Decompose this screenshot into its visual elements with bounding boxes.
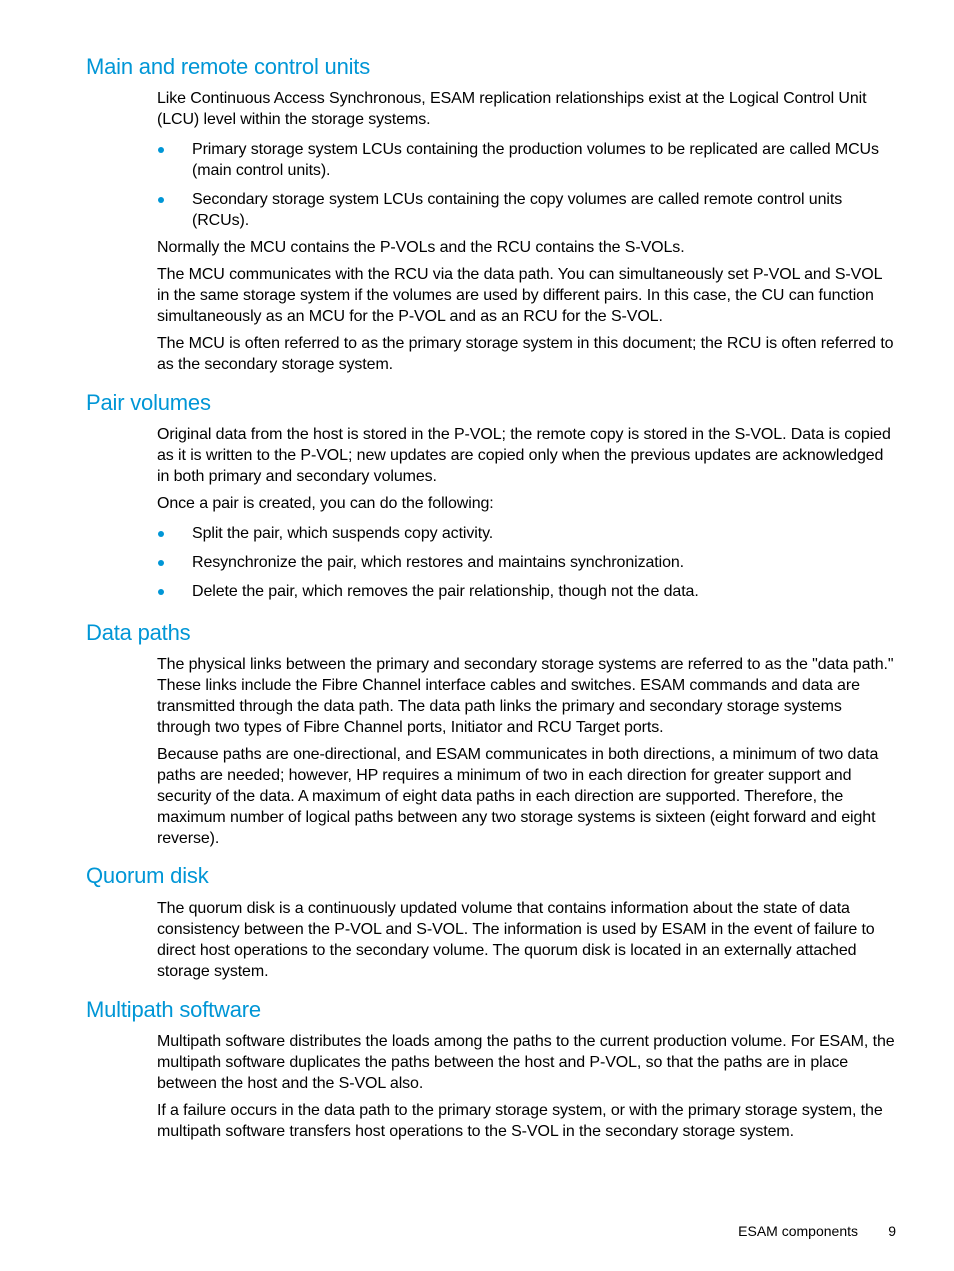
- list-item: [157, 523, 897, 544]
- list-item: [157, 139, 897, 181]
- section-body: [157, 654, 897, 855]
- section-heading: Data paths: [86, 620, 191, 645]
- paragraph: Because paths are one-directional, and ESAM communicates in both directions, a minimum of two data paths are needed; however, HP requires a minimum of two in each direction for greater support and security of the data. A maximum of eight data paths in each direction are supported. Therefore, the maximum number of logical paths between any two storage systems is sixteen (eight forward and eight reverse).: [157, 746, 879, 847]
- paragraph: Normally the MCU contains the P-VOLs and the RCU contains the S-VOLs.: [157, 239, 685, 256]
- section-body: [157, 88, 897, 381]
- bullet-list: [157, 139, 897, 231]
- paragraph: Like Continuous Access Synchronous, ESAM replication relationships exist at the Logical Control Unit (LCU) level within the storage systems.: [157, 90, 867, 128]
- page-number: 9: [888, 1223, 896, 1239]
- section-heading: Multipath software: [86, 997, 261, 1022]
- paragraph: The quorum disk is a continuously updated volume that contains information about the state of data consistency between the P-VOL and S-VOL. The information is used by ESAM in the event of failure to direct host operations to the secondary volume. The quorum disk is located in an externally attached storage system.: [157, 900, 875, 980]
- list-item-text: Resynchronize the pair, which restores and maintains synchronization.: [192, 554, 685, 571]
- bullet-list: [157, 523, 897, 602]
- bullet-icon: [158, 589, 164, 595]
- list-item: [157, 581, 897, 602]
- paragraph: Multipath software distributes the loads among the paths to the current production volume. For ESAM, the multipath software duplicates the paths between the host and P-VOL, so that the paths are in place between the host and the S-VOL also.: [157, 1033, 895, 1092]
- footer-section-label: ESAM components: [738, 1223, 858, 1239]
- bullet-icon: [158, 560, 164, 566]
- paragraph: If a failure occurs in the data path to the primary storage system, or with the primary storage system, the multipath software transfers host operations to the S-VOL in the secondary storage system.: [157, 1102, 883, 1140]
- section-heading: Main and remote control units: [86, 54, 371, 79]
- list-item: [157, 189, 897, 231]
- list-item: [157, 552, 897, 573]
- bullet-icon: [158, 531, 164, 537]
- list-item-text: Primary storage system LCUs containing the production volumes to be replicated are called MCUs (main control units).: [192, 141, 879, 179]
- list-item-text: Secondary storage system LCUs containing the copy volumes are called remote control units (RCUs).: [192, 191, 843, 229]
- section-heading: Quorum disk: [86, 863, 209, 888]
- section-heading: Pair volumes: [86, 390, 211, 415]
- bullet-icon: [158, 197, 164, 203]
- section-body: [157, 424, 897, 610]
- bullet-icon: [158, 147, 164, 153]
- paragraph: The physical links between the primary and secondary storage systems are referred to as the "data path." These links include the Fibre Channel interface cables and switches. ESAM commands and data are transmitted through the data path. The data path links the primary and secondary storage systems through two types of Fibre Channel ports, Initiator and RCU Target ports.: [157, 656, 894, 736]
- list-item-text: Delete the pair, which removes the pair relationship, though not the data.: [192, 583, 699, 600]
- paragraph: Once a pair is created, you can do the following:: [157, 495, 494, 512]
- section-body: [157, 898, 897, 988]
- section-body: [157, 1031, 897, 1148]
- list-item-text: Split the pair, which suspends copy activity.: [192, 525, 494, 542]
- paragraph: The MCU communicates with the RCU via the data path. You can simultaneously set P-VOL and S-VOL in the same storage system if the volumes are used by different pairs. In this case, the CU can function simultaneously as an MCU for the P-VOL and as an RCU for the S-VOL.: [157, 266, 882, 325]
- paragraph: Original data from the host is stored in the P-VOL; the remote copy is stored in the S-VOL. Data is copied as it is written to the P-VOL; new updates are copied only when the previous updates are acknowledged in both primary and secondary volumes.: [157, 426, 891, 485]
- paragraph: The MCU is often referred to as the primary storage system in this document; the RCU is often referred to as the secondary storage system.: [157, 335, 894, 373]
